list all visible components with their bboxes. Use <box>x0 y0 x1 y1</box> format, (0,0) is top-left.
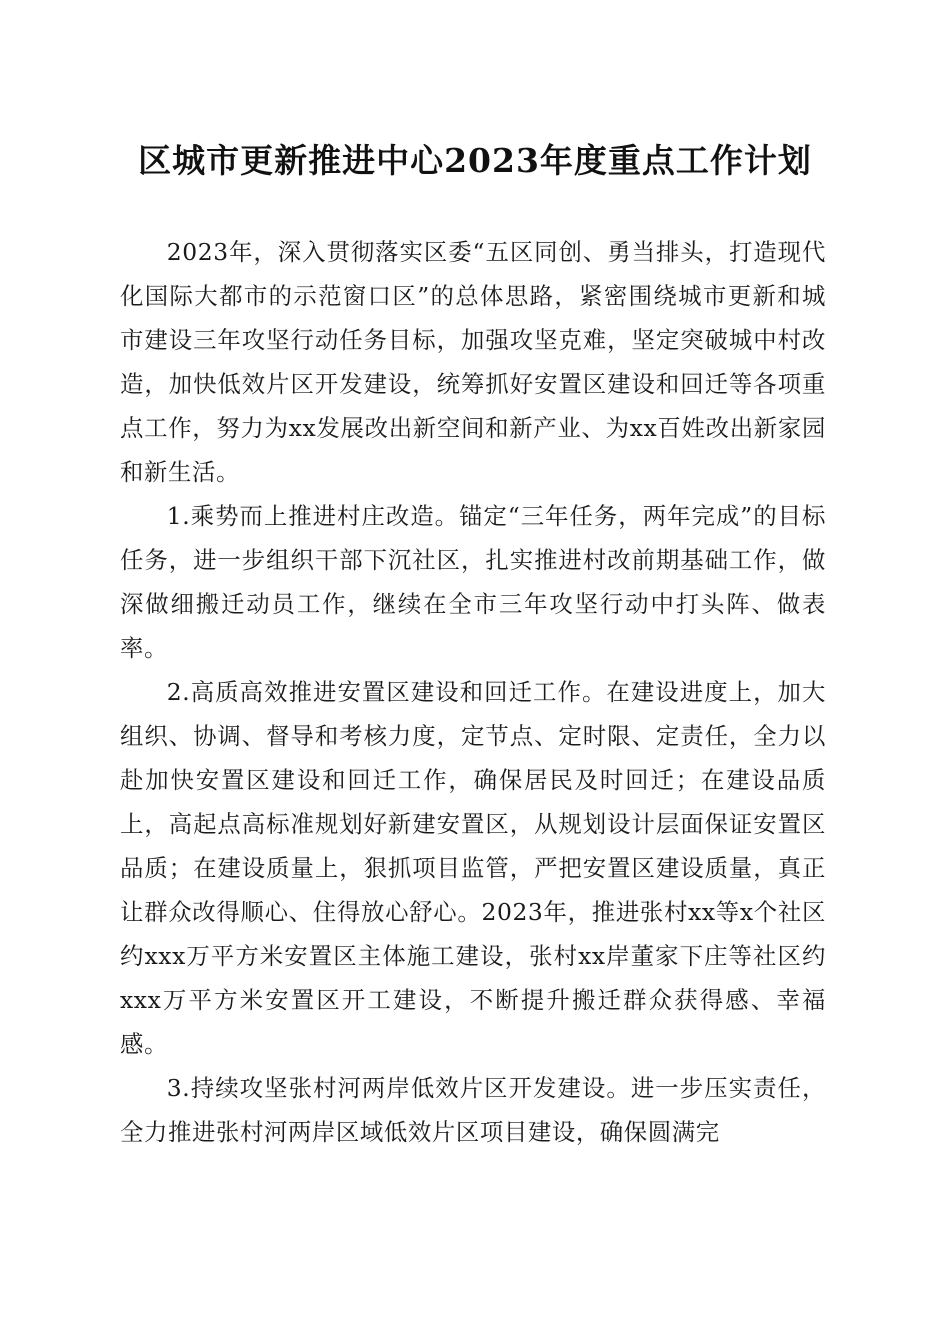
section-2-paragraph: 2.高质高效推进安置区建设和回迁工作。在建设进度上，加大组织、协调、督导和考核力度，定节点、定时限、定责任，全力以赴加快安置区建设和回迁工作，确保居民及时回迁；在建设品质上，高起点高标准规划好新建安置区，从规划设计层面保证安置区品质；在建设质量上，狠抓项目监管，严把安置区建设质量，真正让群众改得顺心、住得放心舒心。2023年，推进张村xx等x个社区约xxx万平方米安置区主体施工建设，张村xx岸董家下庄等社区约xxx万平方米安置区开工建设，不断提升搬迁群众获得感、幸福感。 <box>120 678 826 1058</box>
intro-paragraph: 2023年，深入贯彻落实区委“五区同创、勇当排头，打造现代化国际大都市的示范窗口区”的总体思路，紧密围绕城市更新和城市建设三年攻坚行动任务目标，加强攻坚克难，坚定突破城中村改造，加快低效片区开发建设，统筹抓好安置区建设和回迁等各项重点工作，努力为xx发展改出新空间和新产业、为xx百姓改出新家园和新生活。 <box>120 238 826 486</box>
document-title: 区城市更新推进中心2023年度重点工作计划 <box>138 141 812 180</box>
section-3-paragraph: 3.持续攻坚张村河两岸低效片区开发建设。进一步压实责任，全力推进张村河两岸区域低效片区项目建设，确保圆满完 <box>120 1074 826 1146</box>
section-1-paragraph: 1.乘势而上推进村庄改造。锚定“三年任务，两年完成”的目标任务，进一步组织干部下沉社区，扎实推进村改前期基础工作，做深做细搬迁动员工作，继续在全市三年攻坚行动中打头阵、做表率。 <box>120 502 826 662</box>
document-body <box>120 230 826 1154</box>
